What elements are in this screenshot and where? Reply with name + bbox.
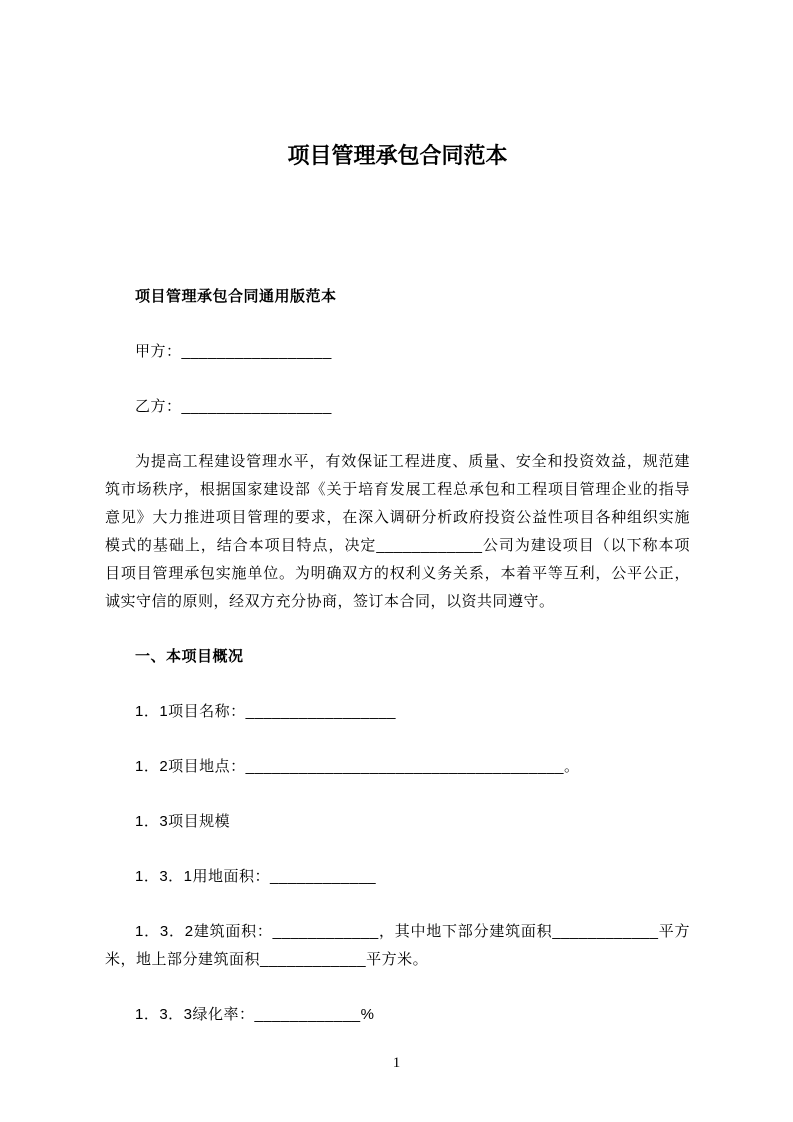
party-a-line: 甲方：_________________ — [135, 343, 332, 360]
intro-paragraph: 为提高工程建设管理水平，有效保证工程进度、质量、安全和投资效益，规范建筑市场秩序，根据国家建设部《关于培育发展工程总承包和工程项目管理企业的指导意见》大力推进项目管理的要求，在深入调研分析政府投资公益性项目各种组织实施模式的基础上，结合本项目特点，决定____________公司为建设项目（以下称本项目项目管理承包实施单位。为明确双方的权利义务关系，本着平等互利，公平公正，诚实守信的原则，经双方充分协商，签订本合同，以资共同遵守。 — [105, 453, 690, 610]
section1-heading: 一、本项目概况 — [135, 648, 244, 665]
section1-item-land-area: 1．3．1用地面积：____________ — [135, 868, 377, 885]
section1-item-building-area: 1．3．2建筑面积：____________，其中地下部分建筑面积____________平方米，地上部分建筑面积____________平方米。 — [105, 923, 690, 968]
section1-item-project-name: 1．1项目名称：_________________ — [135, 703, 397, 720]
page-number: 1 — [392, 1055, 401, 1071]
party-b-line: 乙方：_________________ — [135, 398, 332, 415]
section1-item-greening-rate: 1．3．3绿化率：____________% — [135, 1006, 375, 1023]
document-title: 项目管理承包合同范本 — [287, 143, 508, 168]
section1-item-project-location: 1．2项目地点：____________________________________。 — [135, 758, 580, 775]
section1-item-project-scale: 1．3项目规模 — [135, 813, 231, 830]
document-subtitle: 项目管理承包合同通用版范本 — [135, 288, 337, 305]
